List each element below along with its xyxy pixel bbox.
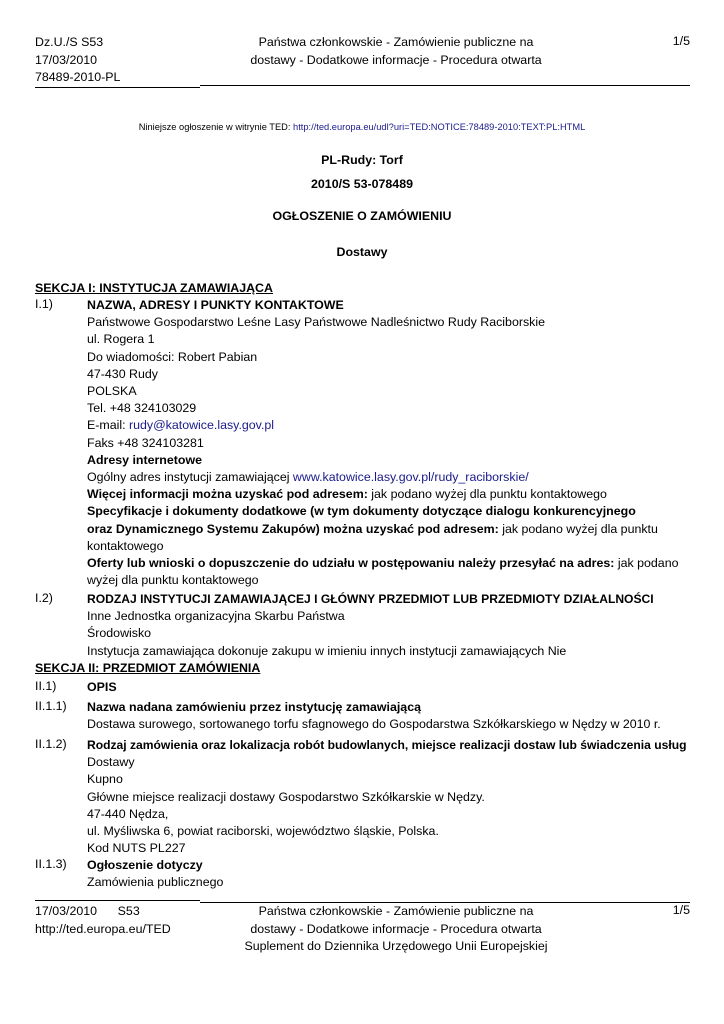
header-title: Państwa członkowskie - Zamówienie publiczne na dostawy - Dodatkowe informacje - Procedura otwarta	[250, 35, 542, 67]
footer-rule-left	[35, 900, 200, 901]
ii13-title: Ogłoszenie dotyczy	[87, 858, 203, 872]
header-doc-id: 78489-2010-PL	[35, 70, 121, 84]
ii11-text: Dostawa surowego, sortowanego torfu sfagnowego do Gospodarstwa Szkółkarskiego w Nędzy w 2010 r.	[87, 717, 661, 732]
section2-heading: SEKCJA II: PRZEDMIOT ZAMÓWIENIA	[35, 661, 261, 675]
header-rule-left	[35, 87, 200, 88]
section1-heading: SEKCJA I: INSTYTUCJA ZAMAWIAJĄCA	[35, 281, 273, 295]
footer-url[interactable]: http://ted.europa.eu/TED	[35, 921, 171, 936]
i2-title: RODZAJ INSTYTUCJI ZAMAWIAJĄCEJ I GŁÓWNY PRZEDMIOT LUB PRZEDMIOTY DZIAŁALNOŚCI	[87, 592, 654, 606]
ii11-block	[87, 699, 697, 733]
i1-general-url[interactable]: www.katowice.lasy.gov.pl/rudy_raciborskie/	[292, 470, 529, 485]
ii1-number: II.1)	[35, 679, 57, 693]
footer-meta	[35, 903, 171, 938]
i1-block	[87, 297, 697, 589]
footer-title: Państwa członkowskie - Zamówienie publiczne na dostawy - Dodatkowe informacje - Procedura otwarta Suplement do Dziennika Urzędowego Unii Europejskiej	[244, 904, 548, 953]
header-page: 1/5	[672, 34, 690, 48]
ii12-line6: Kod NUTS PL227	[87, 841, 186, 856]
i1-street: ul. Rogera 1	[87, 332, 155, 347]
header-ref: Dz.U./S S53	[35, 35, 104, 49]
ted-notice: Niniejsze ogłoszenie w witrynie TED: http://ted.europa.eu/udl?uri=TED:NOTICE:78489-2010:TEXT:PL:HTML	[138, 122, 586, 132]
header-date: 17/03/2010	[35, 52, 98, 67]
i1-attention: Do wiadomości: Robert Pabian	[87, 349, 258, 364]
header-rule-right	[200, 85, 690, 86]
i1-more-info: Więcej informacji można uzyskać pod adresem: jak podano wyżej dla punktu kontaktowego	[87, 487, 607, 502]
ii12-line4: 47-440 Nędza,	[87, 806, 169, 821]
notice-category: Dostawy	[336, 245, 388, 259]
ii13-block	[87, 857, 697, 891]
notice-place: PL-Rudy: Torf	[321, 153, 403, 167]
i1-internet-heading: Adresy internetowe	[87, 452, 202, 467]
ted-notice-link[interactable]: http://ted.europa.eu/udl?uri=TED:NOTICE:78489-2010:TEXT:PL:HTML	[293, 122, 586, 132]
i1-general-row: Ogólny adres instytucji zamawiającej www.katowice.lasy.gov.pl/rudy_raciborskie/	[87, 470, 529, 485]
ii1-title: OPIS	[87, 680, 117, 694]
notice-type: OGŁOSZENIE O ZAMÓWIENIU	[272, 209, 452, 223]
ii12-line1: Dostawy	[87, 755, 135, 770]
footer-page: 1/5	[672, 903, 690, 917]
header-meta	[35, 34, 120, 87]
ii13-text: Zamówienia publicznego	[87, 875, 224, 890]
ii12-block	[87, 737, 707, 857]
ii13-number: II.1.3)	[35, 857, 67, 871]
ii12-line3: Główne miejsce realizacji dostawy Gospodarstwo Szkółkarskie w Nędzy.	[87, 789, 485, 804]
i1-spec-line2: oraz Dynamicznego Systemu Zakupów) można uzyskać pod adresem: jak podano wyżej dla punktu	[87, 521, 658, 536]
ii11-number: II.1.1)	[35, 699, 67, 713]
footer-date-ref: 17/03/2010 S53	[35, 904, 140, 918]
i2-block	[87, 591, 707, 660]
i1-number: I.1)	[35, 297, 53, 311]
i1-org: Państwowe Gospodarstwo Leśne Lasy Państwowe Nadleśnictwo Rudy Raciborskie	[87, 315, 545, 330]
ii12-line2: Kupno	[87, 772, 123, 787]
i2-behalf: Instytucja zamawiająca dokonuje zakupu w imieniu innych instytucji zamawiających Nie	[87, 643, 567, 658]
i2-activity: Środowisko	[87, 626, 152, 641]
i1-postal: 47-430 Rudy	[87, 366, 158, 381]
i1-fax: Faks +48 324103281	[87, 435, 204, 450]
ii11-title: Nazwa nadana zamówieniu przez instytucję zamawiającą	[87, 700, 421, 714]
i2-number: I.2)	[35, 591, 53, 605]
ii12-number: II.1.2)	[35, 737, 67, 751]
ii12-title: Rodzaj zamówienia oraz lokalizacja robót budowlanych, miejsce realizacji dostaw lub świadczenia usług	[87, 738, 687, 752]
i1-email-link[interactable]: rudy@katowice.lasy.gov.pl	[129, 418, 275, 433]
notice-number: 2010/S 53-078489	[311, 177, 413, 191]
i1-spec-line1: Specyfikacje i dokumenty dodatkowe (w tym dokumenty dotyczące dialogu konkurencyjnego	[87, 504, 636, 519]
i2-type: Inne Jednostka organizacyjna Skarbu Państwa	[87, 609, 345, 624]
i1-offers-line1: Oferty lub wnioski o dopuszczenie do udziału w postępowaniu należy przesyłać na adres: jak podano	[87, 556, 679, 571]
ii12-line5: ul. Myśliwska 6, powiat raciborski, województwo śląskie, Polska.	[87, 824, 439, 839]
i1-tel: Tel. +48 324103029	[87, 401, 197, 416]
i1-spec-line3: kontaktowego	[87, 538, 164, 553]
i1-country: POLSKA	[87, 384, 137, 399]
i1-email-row: E-mail: rudy@katowice.lasy.gov.pl	[87, 418, 275, 433]
i1-offers-line2: wyżej dla punktu kontaktowego	[87, 573, 259, 588]
i1-title: NAZWA, ADRESY I PUNKTY KONTAKTOWE	[87, 298, 344, 312]
